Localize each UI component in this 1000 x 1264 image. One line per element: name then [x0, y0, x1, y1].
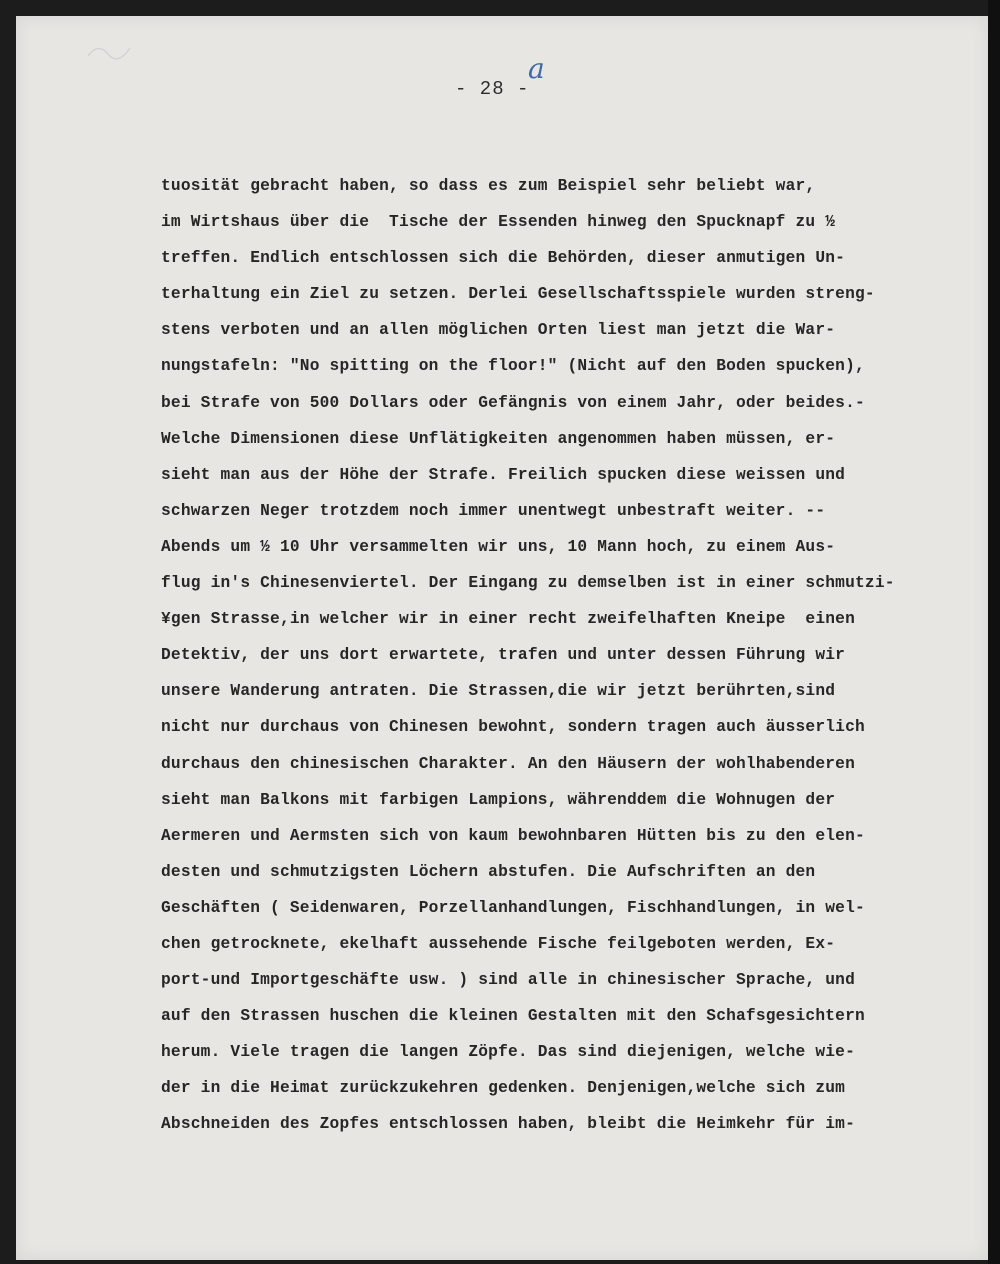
text-line: Geschäften ( Seidenwaren, Porzellanhandlungen, Fischhandlungen, in wel- — [161, 898, 865, 917]
text-line: terhaltung ein Ziel zu setzen. Derlei Gesellschaftsspiele wurden streng- — [161, 285, 875, 304]
text-line: Detektiv, der uns dort erwartete, trafen und unter dessen Führung wir — [161, 646, 846, 665]
text-line: treffen. Endlich entschlossen sich die Behörden, dieser anmutigen Un- — [161, 249, 846, 268]
text-line: nicht nur durchaus von Chinesen bewohnt, sondern tragen auch äusserlich — [161, 718, 865, 737]
text-line: im Wirtshaus über die Tische der Essenden hinweg den Spucknapf zu ½ — [161, 213, 836, 232]
text-line: flug in's Chinesenviertel. Der Eingang zu demselben ist in einer schmutzi- — [161, 574, 895, 593]
text-line: tuosität gebracht haben, so dass es zum Beispiel sehr beliebt war, — [161, 177, 816, 195]
text-line: herum. Viele tragen die langen Zöpfe. Das sind diejenigen, welche wie- — [161, 1043, 855, 1062]
text-line: Abschneiden des Zopfes entschlossen haben, bleibt die Heimkehr für im- — [161, 1115, 855, 1134]
text-line: sieht man Balkons mit farbigen Lampions, währenddem die Wohnugen der — [161, 790, 836, 809]
typewritten-body — [161, 168, 961, 1143]
text-line: nungstafeln: "No spitting on the floor!" (Nicht auf den Boden spucken), — [161, 357, 865, 376]
text-line: der in die Heimat zurückzukehren gedenken. Denjenigen,welche sich zum — [161, 1079, 846, 1098]
text-line: Welche Dimensionen diese Unflätigkeiten angenommen haben müssen, er- — [161, 429, 836, 448]
text-line: Abends um ½ 10 Uhr versammelten wir uns, 10 Mann hoch, zu einem Aus- — [161, 537, 836, 556]
text-line: chen getrocknete, ekelhaft aussehende Fische feilgeboten werden, Ex- — [161, 934, 836, 953]
text-line: ¥gen Strasse,in welcher wir in einer recht zweifelhaften Kneipe einen — [161, 610, 855, 629]
text-line: stens verboten und an allen möglichen Orten liest man jetzt die War- — [161, 321, 836, 340]
text-line: unsere Wanderung antraten. Die Strassen,die wir jetzt berührten,sind — [161, 682, 836, 701]
scan-border — [988, 0, 1000, 1264]
text-line: schwarzen Neger trotzdem noch immer unentwegt unbestraft weiter. -- — [161, 501, 826, 520]
text-line: durchaus den chinesischen Charakter. An den Häusern der wohlhabenderen — [161, 754, 855, 773]
page-number: - 28 - — [455, 78, 530, 100]
text-line: bei Strafe von 500 Dollars oder Gefängnis von einem Jahr, oder beides.- — [161, 393, 865, 412]
text-line: Aermeren und Aermsten sich von kaum bewohnbaren Hütten bis zu den elen- — [161, 826, 865, 845]
text-line: desten und schmutzigsten Löchern abstufen. Die Aufschriften an den — [161, 862, 816, 881]
handwritten-page-mark: a — [528, 52, 545, 85]
faint-pencil-mark — [84, 36, 144, 64]
text-line: sieht man aus der Höhe der Strafe. Freilich spucken diese weissen und — [161, 465, 846, 484]
text-line: auf den Strassen huschen die kleinen Gestalten mit den Schafsgesichtern — [161, 1007, 865, 1026]
text-line: port-und Importgeschäfte usw. ) sind alle in chinesischer Sprache, und — [161, 971, 855, 990]
